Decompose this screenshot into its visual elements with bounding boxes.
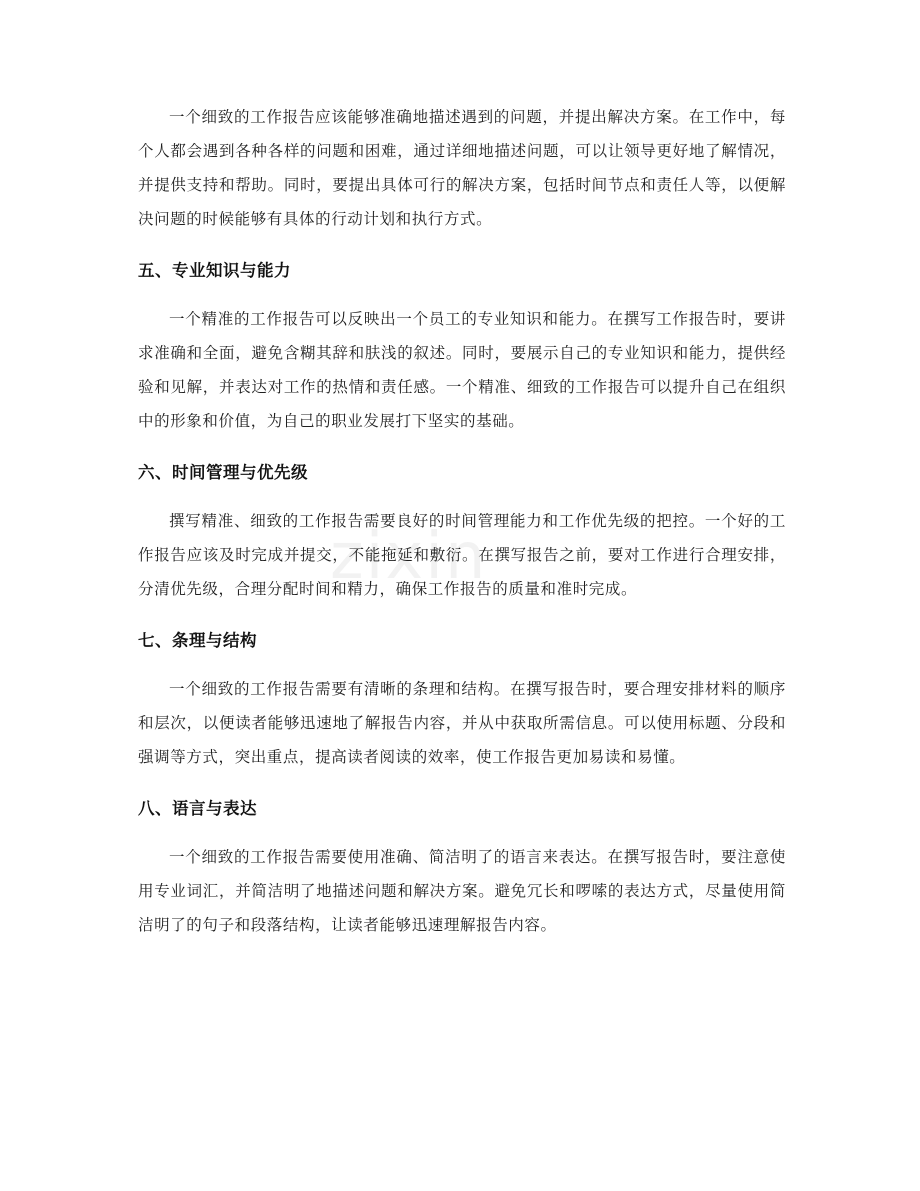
section-heading-7: 七、条理与结构 bbox=[138, 631, 257, 650]
section-heading-6: 六、时间管理与优先级 bbox=[138, 463, 308, 482]
watermark: zixin bbox=[330, 520, 488, 594]
section-body-6: 撰写精准、细致的工作报告需要良好的时间管理能力和工作优先级的把控。一个好的工作报告应该及时完成并提交，不能拖延和敷衍。在撰写报告之前，要对工作进行合理安排，分清优先级，合理分配时间和精力，确保工作报告的质量和准时完成。 bbox=[138, 512, 786, 598]
section-body-8: 一个细致的工作报告需要使用准确、简洁明了的语言来表达。在撰写报告时，要注意使用专业词汇，并简洁明了地描述问题和解决方案。避免冗长和啰嗦的表达方式，尽量使用简洁明了的句子和段落结构，让读者能够迅速理解报告内容。 bbox=[138, 848, 786, 934]
section-body-5: 一个精准的工作报告可以反映出一个员工的专业知识和能力。在撰写工作报告时，要讲求准确和全面，避免含糊其辞和肤浅的叙述。同时，要展示自己的专业知识和能力，提供经验和见解，并表达对工作的热情和责任感。一个精准、细致的工作报告可以提升自己在组织中的形象和价值，为自己的职业发展打下坚实的基础。 bbox=[138, 310, 786, 430]
intro-paragraph: 一个细致的工作报告应该能够准确地描述遇到的问题，并提出解决方案。在工作中，每个人都会遇到各种各样的问题和困难，通过详细地描述问题，可以让领导更好地了解情况，并提供支持和帮助。同时，要提出具体可行的解决方案，包括时间节点和责任人等，以便解决问题的时候能够有具体的行动计划和执行方式。 bbox=[138, 108, 786, 228]
document-page bbox=[138, 100, 786, 942]
section-heading-5: 五、专业知识与能力 bbox=[138, 261, 291, 280]
section-body-7: 一个细致的工作报告需要有清晰的条理和结构。在撰写报告时，要合理安排材料的顺序和层次，以便读者能够迅速地了解报告内容，并从中获取所需信息。可以使用标题、分段和强调等方式，突出重点，提高读者阅读的效率，使工作报告更加易读和易懂。 bbox=[138, 680, 786, 766]
section-heading-8: 八、语言与表达 bbox=[138, 799, 257, 818]
